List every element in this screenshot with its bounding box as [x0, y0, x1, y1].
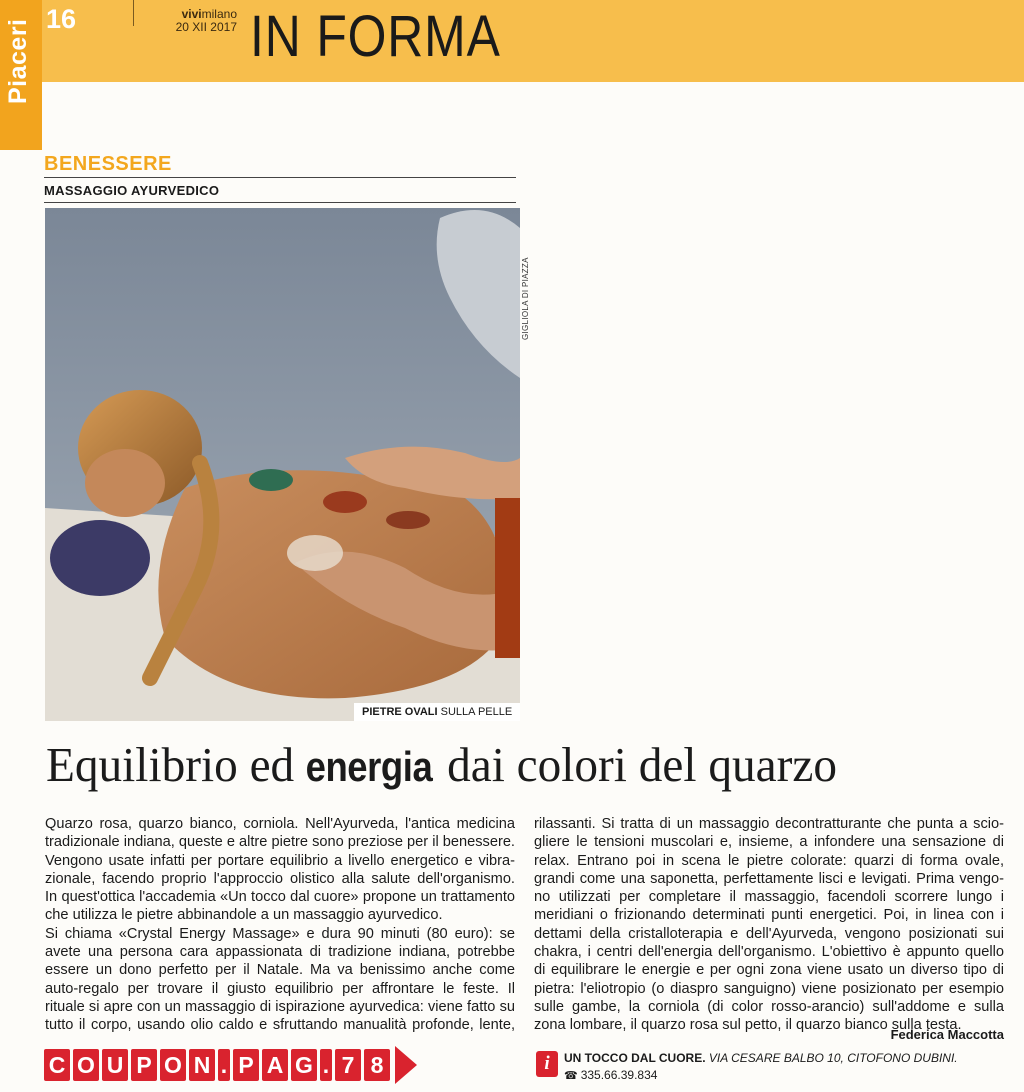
coupon-letter: P — [233, 1049, 259, 1081]
section-title: IN FORMA — [250, 4, 501, 69]
body-line: Vengono usate infatti per portare equilibrio a livello energetico e vibra- — [45, 852, 515, 869]
body-line: Si chiama «Crystal Energy Massage» e dura 90 minuti (80 euro): se — [45, 925, 515, 942]
body-line: auto-regalo per trovare il giusto equilibrio per affrontare le feste. Il — [45, 980, 515, 997]
coupon-letter: O — [160, 1049, 186, 1081]
phone-icon: ☎ — [564, 1070, 578, 1082]
coupon-arrow-icon — [395, 1046, 417, 1084]
header-divider — [133, 0, 134, 26]
body-line: pietra: l'eliotropio (o diaspro sanguigno) viene posizionato per esempio — [534, 980, 1004, 997]
body-line: sulle gambe, la corniola (di color rosso-arancio) sull'addome e sulla — [534, 998, 1004, 1015]
coupon-letter: C — [44, 1049, 70, 1081]
body-column-1 — [45, 815, 515, 1035]
brand-rest: milano — [201, 7, 237, 21]
body-line: no utilizzati per completare il massaggio, facendoli scorrere lungo i — [534, 889, 1004, 906]
body-line: di equilibrare le energie e per ogni zona viene usato un diverso tipo di — [534, 962, 1004, 979]
body-line: grandi come una saponetta, perfettamente lisci e levigati. Prima vengo- — [534, 870, 1004, 887]
body-line: tutto il corpo, usando olio caldo e sfruttando manualità profonde, lente, — [45, 1017, 515, 1034]
body-line: tradizionale indiana, queste e altre pietre sono preziose per il benessere. — [45, 834, 515, 851]
article-author: Federica Maccotta — [890, 1027, 1004, 1042]
body-line: rilassanti. Si tratta di un massaggio decontratturante che punta a scio- — [534, 816, 1004, 832]
coupon-letter: O — [73, 1049, 99, 1081]
photo-credit — [521, 212, 531, 342]
photo-credit-text: GIGLIOLA DI PIAZZA — [521, 257, 530, 340]
body-line: che utilizza le pietre abbinandole a un massaggio ayurvedico. — [45, 907, 443, 924]
info-address-line — [564, 1051, 958, 1065]
info-phone-line — [564, 1068, 657, 1082]
body-line: In quest'ottica l'accademia «Un tocco dal cuore» propone un trattamento — [45, 889, 515, 906]
coupon-digit: 8 — [364, 1049, 390, 1081]
brand-bold: vivi — [181, 7, 202, 21]
coupon-letter: P — [131, 1049, 157, 1081]
article-photo — [45, 208, 520, 721]
coupon-strip — [44, 1046, 417, 1084]
body-line: meridiani o frizionando determinati punti energetici. Poi, in linea con i — [534, 907, 1004, 924]
coupon-letter: U — [102, 1049, 128, 1081]
body-line: zionale, facendo proprio l'approccio olistico alla salute dell'organismo. — [45, 870, 515, 887]
body-line: zona lombare, il quarzo rosa sul petto, il quarzo bianco sulla testa. — [534, 1017, 962, 1034]
headline-pre: Equilibrio ed — [46, 737, 307, 792]
section-vertical-label: Piaceri — [4, 18, 32, 104]
photo-caption — [354, 703, 520, 721]
coupon-letter: N — [189, 1049, 215, 1081]
section-side-tab — [0, 0, 42, 150]
coupon-letter: G — [291, 1049, 317, 1081]
caption-bold: PIETRE OVALI — [362, 706, 438, 718]
subkicker-rule — [44, 202, 516, 203]
info-icon: i — [536, 1051, 558, 1077]
body-line: avete una persona cara appassionata di tradizione indiana, potrebbe — [45, 944, 515, 961]
article-subkicker: MASSAGGIO AYURVEDICO — [44, 183, 220, 198]
body-line: relax. Entrano poi in scena le pietre colorate: quarzi di forma ovale, — [534, 852, 1004, 869]
caption-rest: SULLA PELLE — [440, 706, 513, 718]
body-column-2 — [534, 815, 1004, 1035]
info-address: VIA CESARE BALBO 10, CITOFONO DUBINI. — [708, 1051, 958, 1065]
coupon-letter: A — [262, 1049, 288, 1081]
info-phone: 335.66.39.834 — [580, 1068, 658, 1082]
body-line: Quarzo rosa, quarzo bianco, corniola. Nell'Ayurveda, l'antica medicina — [45, 816, 515, 832]
headline-post: dai colori del quarzo — [435, 737, 838, 792]
header-band — [0, 0, 1024, 82]
body-line: dettami della cristalloterapia e dell'Ayurveda, vengono posizionati sui — [534, 925, 1004, 942]
page-number: 16 — [46, 4, 77, 34]
body-line: rituale si apre con un massaggio di ispirazione ayurvedica: viene fatto su — [45, 998, 515, 1015]
body-line: chakra, i centri dell'energia dell'organismo. L'obiettivo è appunto quello — [534, 944, 1004, 961]
massage-photo-illustration — [45, 208, 520, 721]
kicker-rule — [44, 177, 516, 178]
body-line: gliere le tensioni muscolari e, insieme, a infondere una sensazione di — [534, 834, 1004, 851]
coupon-separator: . — [218, 1049, 230, 1081]
issue-date: 20 XII 2017 — [175, 20, 237, 34]
coupon-digit: 7 — [335, 1049, 361, 1081]
article-headline — [46, 733, 837, 799]
headline-bold: energia — [306, 743, 433, 790]
coupon-separator: . — [320, 1049, 332, 1081]
article-kicker: BENESSERE — [44, 153, 172, 175]
info-name: UN TOCCO DAL CUORE. — [564, 1051, 706, 1065]
body-line: essere un dono perfetto per il Natale. Ma va benissimo anche come — [45, 962, 515, 979]
masthead — [163, 8, 237, 34]
